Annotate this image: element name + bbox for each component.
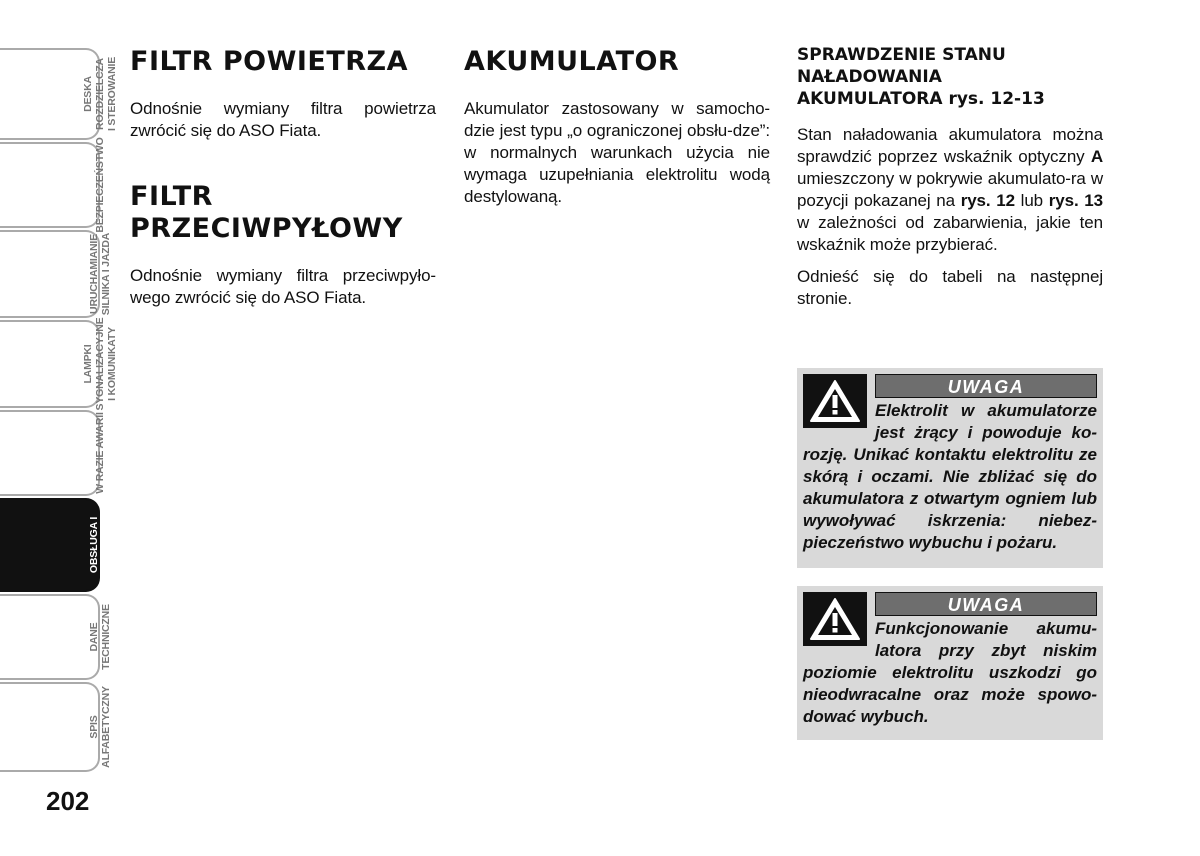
column-charge-check: [797, 44, 1103, 310]
tab-lampki[interactable]: [0, 317, 118, 411]
tab-bezpieczenstwo[interactable]: [0, 137, 106, 233]
tab-label: W RAZIE AWARII: [94, 412, 106, 494]
charge-check-reference: Odnieść się do tabeli na następnej stronie.: [797, 267, 1103, 308]
tab-label: DANE TECHNICZNE: [88, 604, 112, 670]
tab-spis-alfabetyczny[interactable]: [0, 682, 112, 772]
section-title-charge-check: SPRAWDZENIE STANU NAŁADOWANIA AKUMULATORA rys. 12-13: [797, 45, 1045, 109]
tab-label: URUCHAMIANIE SILNIKA I JAZDA: [88, 232, 112, 316]
tab-label: BEZPIECZEŃSTWO: [94, 137, 106, 233]
battery-text: Akumulator zastosowany w samocho-dzie jest typu „o ograniczonej obsłu-dze”: w normalnych warunkach użycia nie wymaga uzupełniania elektrolitu wodą destylowaną.: [464, 99, 770, 206]
charge-check-text: Stan naładowania akumulatora można sprawdzić poprzez wskaźnik optyczny A umieszczony w pokrywie akumulato-ra w pozycji pokazanej na rys. 12 lub rys. 13 w zależności od zabarwienia, jakie ten wskaźnik może przybierać.: [797, 125, 1104, 254]
section-title-dust-filter: FILTR PRZECIWPYŁOWY: [130, 181, 403, 244]
warning-heading: UWAGA: [875, 592, 1097, 616]
warning-text: Funkcjonowanie akumu-latora przy zbyt niskim poziomie elektrolitu uszkodzi go nieodwracalne oraz może spowo-dować wybuch.: [803, 619, 1097, 726]
warning-triangle-icon: [803, 592, 867, 646]
tab-label: SPIS ALFABETYCZNY: [88, 686, 112, 768]
warning-box-low-electrolyte: [797, 586, 1103, 740]
column-battery: [464, 44, 770, 208]
section-title-battery: AKUMULATOR: [464, 46, 680, 77]
warning-heading: UWAGA: [875, 374, 1097, 398]
warning-triangle-icon: [803, 374, 867, 428]
column-filters: [130, 44, 436, 309]
air-filter-text: Odnośnie wymiany filtra powietrza zwrócić się do ASO Fiata.: [130, 99, 436, 140]
page-number: 202: [46, 786, 90, 816]
tab-obsluga-active[interactable]: [0, 498, 112, 592]
tab-label: OBSŁUGA I KONSERWACJA: [88, 504, 112, 586]
tab-label: LAMPKI SYGNALIZACYJNE I KOMUNIKATY: [82, 317, 118, 411]
warning-box-electrolyte: [797, 368, 1103, 568]
tab-deska-rozdzielcza[interactable]: [0, 48, 118, 140]
tab-dane-techniczne[interactable]: [0, 594, 112, 680]
side-tabs: [0, 48, 118, 774]
warning-text: Elektrolit w akumulatorze jest żrący i powoduje ko-rozję. Unikać kontaktu elektrolitu ze skórą i oczami. Nie zbliżać się do akumulatora z otwartym ogniem lub wywoływać iskrzenia: niebez-pieczeństwo wybuchu i pożaru.: [803, 401, 1097, 552]
tab-label: DESKA ROZDZIELCZA I STEROWANIE: [82, 56, 118, 132]
dust-filter-text: Odnośnie wymiany filtra przeciwpyło-wego zwrócić się do ASO Fiata.: [130, 266, 436, 307]
section-title-air-filter: FILTR POWIETRZA: [130, 46, 409, 77]
tab-w-razie-awarii[interactable]: [0, 410, 106, 496]
